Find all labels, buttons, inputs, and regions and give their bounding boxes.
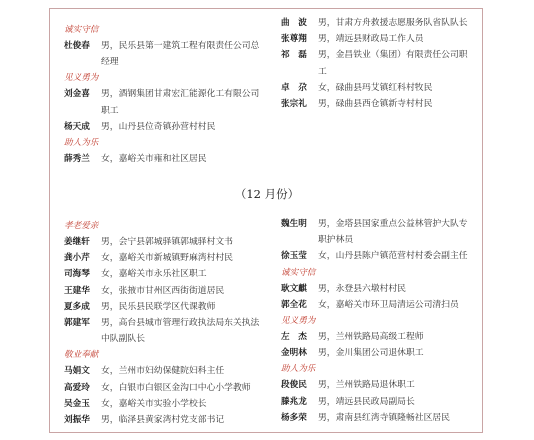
- honoree-entry: [64, 412, 264, 428]
- category-heading: 孝老爱亲: [64, 221, 99, 231]
- honoree-description: 男，会宁县郭城驿镇郭城驿村文书: [101, 237, 233, 247]
- honoree-name: 龚小芹: [64, 253, 90, 264]
- honoree-name: 杨天成: [64, 121, 90, 132]
- category-heading: 见义勇为: [64, 73, 99, 84]
- honoree-entry: [281, 31, 476, 47]
- honoree-name: 祁 磊: [281, 50, 307, 61]
- honoree-name: 耿文麒: [281, 283, 307, 294]
- honoree-description: 男，金川集团公司退休职工: [318, 348, 424, 359]
- honoree-entry: [281, 15, 476, 31]
- honoree-entry: [281, 329, 476, 345]
- honoree-name: 魏生明: [281, 219, 307, 229]
- honoree-description: 男，金塔县国家重点公益林管护大队专职护林员: [318, 219, 468, 246]
- category-heading: 诚实守信: [64, 25, 99, 35]
- honoree-description: 男，酒钢集团甘肃宏汇能源化工有限公司职工: [101, 89, 260, 116]
- honoree-description: 男，临泽县黄家湾村党支部书记: [101, 415, 225, 426]
- honoree-description: 男，兰州铁路局退休职工: [318, 380, 415, 391]
- honoree-description: 男，山丹县位奇镇孙营村村民: [101, 121, 216, 132]
- honoree-name: 夏多成: [64, 301, 90, 312]
- honoree-description: 男，甘肃方舟救援志愿服务队省队队长: [318, 18, 468, 28]
- honoree-entry: [64, 363, 264, 379]
- honoree-name: 吴金玉: [64, 398, 90, 409]
- honoree-name: 左 杰: [281, 332, 307, 343]
- honoree-description: 男，靖远县财政局工作人员: [318, 34, 424, 45]
- honoree-entry: [281, 80, 476, 96]
- honoree-name: 滕兆龙: [281, 396, 307, 407]
- bottom-right-column: [281, 216, 476, 426]
- honoree-description: 男，兰州铁路局高级工程师: [318, 332, 424, 343]
- honoree-entry: [64, 234, 264, 250]
- honoree-name: 高爱玲: [64, 382, 90, 393]
- honoree-name: 刘金喜: [64, 89, 90, 100]
- honoree-description: 女，嘉峪关市新城镇野麻湾村村民: [101, 253, 233, 264]
- honoree-name: 马娟文: [64, 366, 90, 377]
- honoree-description: 女，嘉峪关市永乐社区职工: [101, 269, 207, 280]
- category-heading: 敬业奉献: [64, 350, 99, 361]
- honoree-entry: [64, 380, 264, 396]
- honoree-description: 男，碌曲县西仓镇新寺村村民: [318, 99, 433, 110]
- honoree-description: 男，民乐县民联学区代课教师: [101, 301, 216, 312]
- honoree-description: 男，肃南县红湾寺镇隆畅社区居民: [318, 412, 450, 423]
- honoree-description: 男，高台县城市管理行政执法局东关执法中队副队长: [101, 318, 260, 345]
- honoree-entry: [281, 281, 476, 297]
- honoree-entry: [64, 396, 264, 412]
- honoree-description: 女，兰州市妇幼保健院妇科主任: [101, 366, 225, 377]
- honoree-entry: [281, 345, 476, 361]
- honoree-name: 刘振华: [64, 415, 90, 426]
- honoree-description: 女，山丹县陈户镇范营村村委会副主任: [318, 251, 468, 262]
- honoree-description: 女，嘉峪关市环卫局清运公司清扫员: [318, 299, 459, 310]
- honoree-name: 金明林: [281, 348, 307, 359]
- honoree-description: 女，白银市白银区金沟口中心小学教师: [101, 382, 251, 393]
- honoree-name: 杜俊春: [64, 41, 90, 51]
- honoree-entry: [281, 394, 476, 410]
- honoree-name: 张宗礼: [281, 99, 307, 110]
- honoree-entry: [281, 410, 476, 426]
- honoree-name: 段俊民: [281, 380, 307, 391]
- honoree-entry: [64, 151, 264, 167]
- honoree-name: 王建华: [64, 285, 90, 296]
- bottom-left-column: [64, 218, 264, 428]
- honoree-entry: [281, 297, 476, 313]
- honoree-entry: [64, 38, 264, 70]
- honoree-name: 徐玉莹: [281, 251, 307, 262]
- top-left-column: [64, 22, 264, 167]
- honoree-description: 女，嘉峪关市雍和社区居民: [101, 154, 207, 165]
- honoree-entry: [64, 86, 264, 118]
- category-heading: 见义勇为: [281, 316, 316, 327]
- honoree-description: 男，民乐县第一建筑工程有限责任公司总经理: [101, 41, 260, 68]
- honoree-name: 姜继轩: [64, 237, 90, 247]
- top-right-column: [281, 15, 476, 112]
- honoree-description: 女，嘉峪关市实验小学校长: [101, 398, 207, 409]
- honoree-entry: [64, 250, 264, 266]
- honoree-entry: [64, 119, 264, 135]
- honoree-entry: [64, 299, 264, 315]
- category-heading: 助人为乐: [64, 138, 99, 149]
- honoree-name: 薛秀兰: [64, 154, 90, 165]
- honoree-name: 司海琴: [64, 269, 90, 280]
- honoree-name: 曲 波: [281, 18, 307, 28]
- honoree-entry: [281, 96, 476, 112]
- honoree-description: 男，靖远县民政局副局长: [318, 396, 415, 407]
- honoree-entry: [281, 47, 476, 79]
- honoree-entry: [64, 266, 264, 282]
- honoree-entry: [281, 216, 476, 248]
- honoree-entry: [64, 315, 264, 347]
- honoree-description: 男，金昌铁业（集团）有限责任公司职工: [318, 50, 468, 77]
- honoree-name: 张尊翔: [281, 34, 307, 45]
- honoree-description: 男，永登县六墩村村民: [318, 283, 406, 294]
- category-heading: 诚实守信: [281, 267, 316, 278]
- honoree-description: 女，张掖市甘州区西街街道居民: [101, 285, 225, 296]
- honoree-name: 卓 尕: [281, 82, 307, 93]
- honoree-description: 女，碌曲县玛艾镇红科村牧民: [318, 82, 433, 93]
- month-heading: （12 月份）: [234, 187, 300, 201]
- honoree-name: 杨多荣: [281, 412, 307, 423]
- category-heading: 助人为乐: [281, 364, 316, 375]
- honoree-name: 郭建军: [64, 318, 90, 329]
- honoree-name: 郭全花: [281, 299, 307, 310]
- honoree-entry: [281, 248, 476, 264]
- honoree-entry: [64, 283, 264, 299]
- honoree-entry: [281, 377, 476, 393]
